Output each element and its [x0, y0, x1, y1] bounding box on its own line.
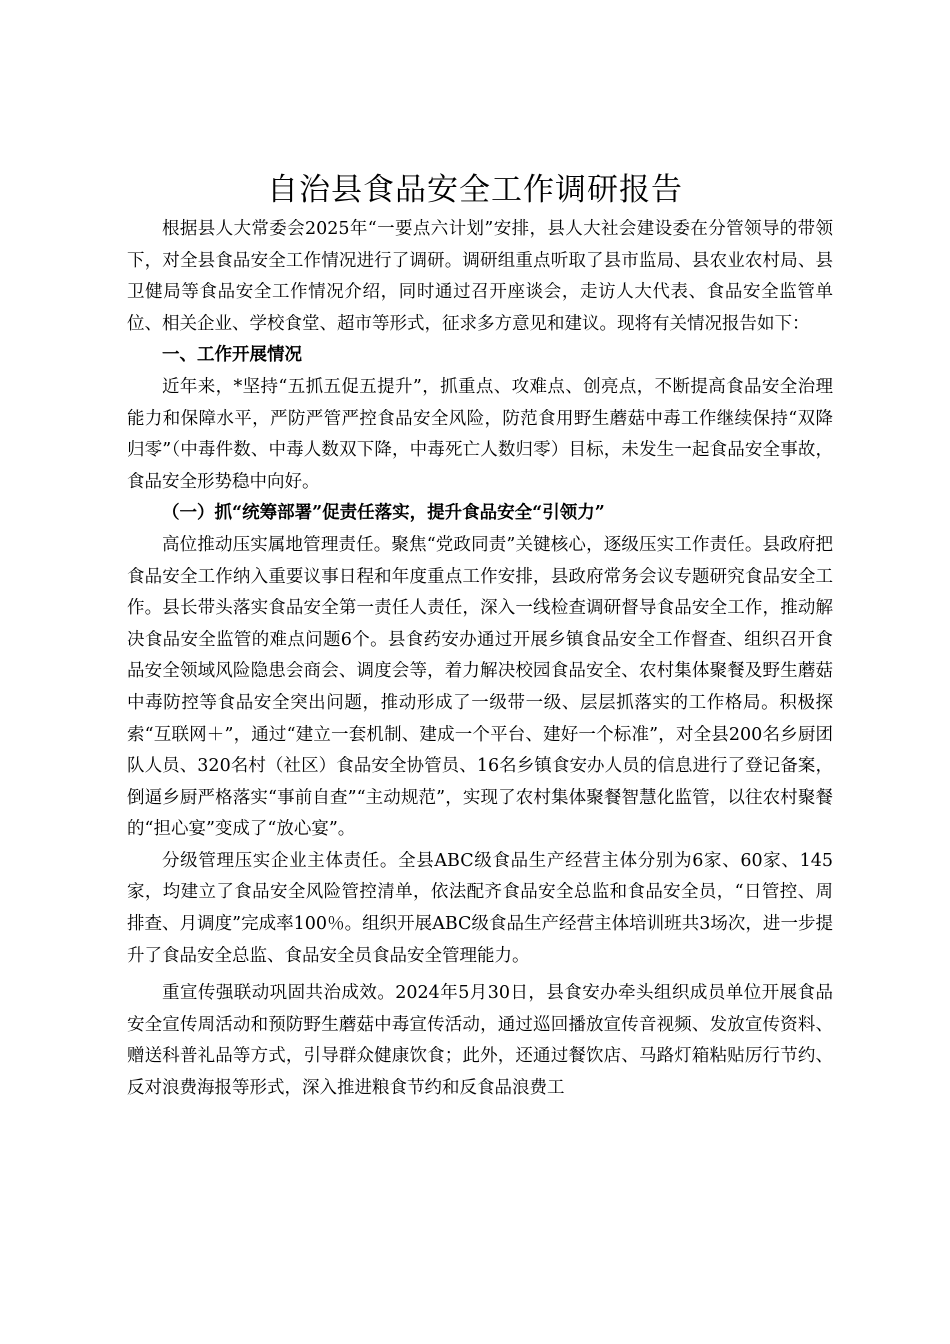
intro-paragraph: 根据县人大常委会2025年“一要点六计划”安排，县人大社会建设委在分管领导的带领下，对全县食品安全工作情况进行了调研。调研组重点听取了县市监局、县农业农村局、县卫健局等食品安全工作情况介绍，同时通过召开座谈会，走访人大代表、食品安全监管单位、相关企业、学校食堂、超市等形式，征求多方意见和建议。现将有关情况报告如下：	[127, 219, 833, 334]
body-paragraph-3: 重宣传强联动巩固共治成效。2024年5月30日，县食安办牵头组织成员单位开展食品安全宣传周活动和预防野生蘑菇中毒宣传活动，通过巡回播放宣传音视频、发放宣传资料、赠送科普礼品等方式，引导群众健康饮食；此外，还通过餐饮店、马路灯箱粘贴厉行节约、反对浪费海报等形式，深入推进粮食节约和反食品浪费工	[127, 983, 833, 1099]
page-title: 自治县食品安全工作调研报告	[267, 172, 683, 208]
document-body	[127, 214, 833, 1105]
section-heading: 一、工作开展情况	[162, 345, 302, 366]
section-intro-paragraph: 近年来，*坚持“五抓五促五提升”，抓重点、攻难点、创亮点，不断提高食品安全治理能力和保障水平，严防严管严控食品安全风险，防范食用野生蘑菇中毒工作继续保持“双降归零”（中毒件数、中毒人数双下降，中毒死亡人数归零）目标，未发生一起食品安全事故，食品安全形势稳中向好。	[127, 376, 833, 492]
body-paragraph-2: 分级管理压实企业主体责任。全县ABC级食品生产经营主体分别为6家、60家、145家，均建立了食品安全风险管控清单，依法配齐食品安全总监和食品安全员，“日管控、周排查、月调度”完成率100％。组织开展ABC级食品生产经营主体培训班共3场次，进一步提升了食品安全总监、食品安全员食品安全管理能力。	[127, 850, 833, 966]
subsection-heading: （一）抓“统筹部署”促责任落实，提升食品安全“引领力”	[162, 503, 605, 524]
body-paragraph-1: 高位推动压实属地管理责任。聚焦“党政同责”关键核心，逐级压实工作责任。县政府把食品安全工作纳入重要议事日程和年度重点工作安排，县政府常务会议专题研究食品安全工作。县长带头落实食品安全第一责任人责任，深入一线检查调研督导食品安全工作，推动解决食品安全监管的难点问题6个。县食药安办通过开展乡镇食品安全工作督查、组织召开食品安全领域风险隐患会商会、调度会等，着力解决校园食品安全、农村集体聚餐及野生蘑菇中毒防控等食品安全突出问题，推动形成了一级带一级、层层抓落实的工作格局。积极探索“互联网＋”，通过“建立一套机制、建成一个平台、建好一个标准”，对全县200名乡厨团队人员、320名村（社区）食品安全协管员、16名乡镇食安办人员的信息进行了登记备案，倒逼乡厨严格落实“事前自查”“主动规范”，实现了农村集体聚餐智慧化监管，以往农村聚餐的“担心宴”变成了“放心宴”。	[127, 534, 833, 840]
